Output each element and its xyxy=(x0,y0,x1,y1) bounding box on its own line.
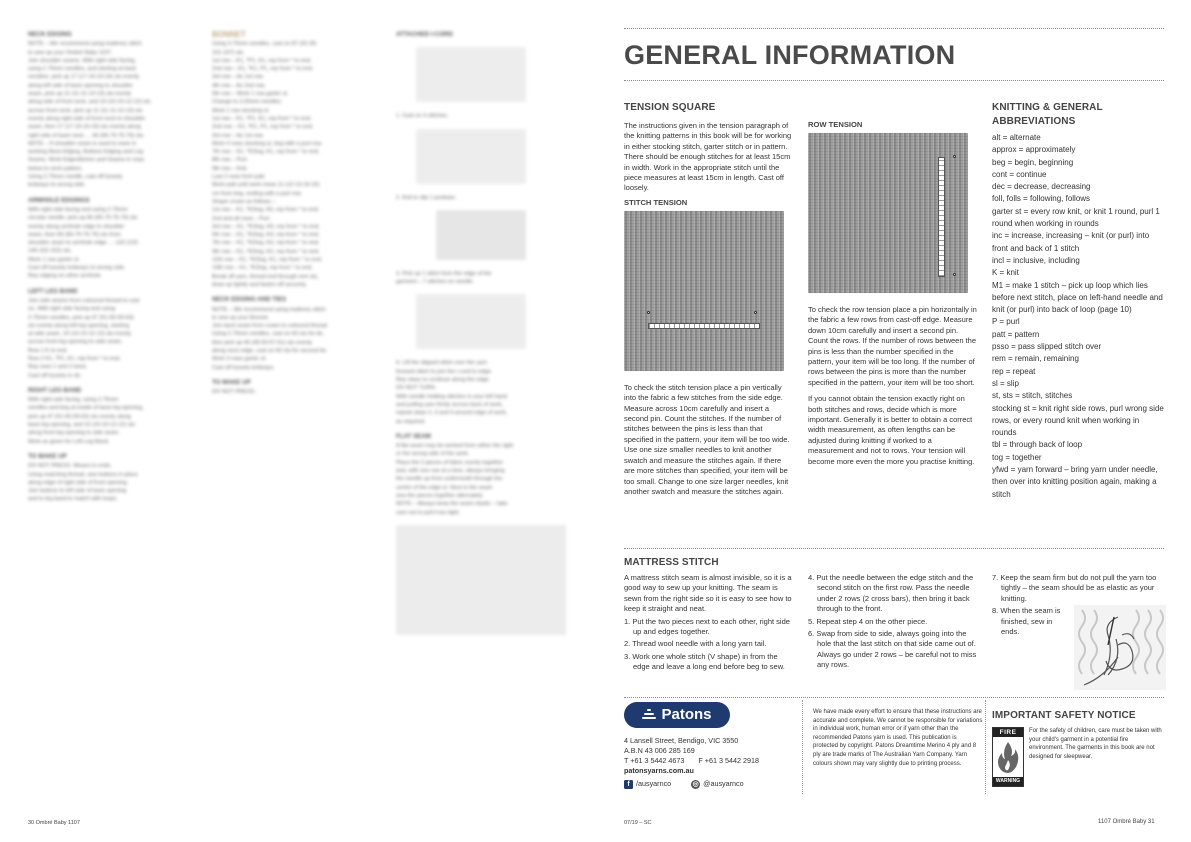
left-text-line: 5th row – K1, *K2tog, K4, rep from * to end. xyxy=(212,232,320,239)
flame-icon xyxy=(993,738,1023,778)
left-text-line: 2nd row – K1, *K1, P1, rep from * to end. xyxy=(212,66,314,73)
abbreviations-column xyxy=(992,102,1164,501)
left-text-line: sts evenly along left leg opening, starting xyxy=(28,322,130,329)
instagram-icon: ◎ xyxy=(692,780,699,788)
facebook-link[interactable] xyxy=(624,779,671,789)
left-text-line: forward stitch to join the i-cord to edge. xyxy=(396,368,493,375)
left-text-line: back leg opening, and 10 (10-10-12-12) sts xyxy=(28,422,135,429)
left-text-line: Using 3.75mm needles, cast on 87 (91-95- xyxy=(212,41,318,48)
row-tension-text: To check the row tension place a pin horizontally in the fabric a few rows from cast-off edge. Measure down 10cm carefully and insert a second pin. Count the rows. If the number of rows between the pins is less than the number specified in the pattern, your item will be too long. If the number of rows between the pins is more than the number specified in the pattern, your item will be too short. xyxy=(808,305,977,387)
pin-icon xyxy=(754,311,757,314)
tension-note-text: If you cannot obtain the tension exactly right on both stitches and rows, decide which is more important. Generally it is better to obtain a correct width measurement, as often lengths can be adjusted during knitting if worked to a measurement and not to rows. Your tension will become more even the more you practise knitting. xyxy=(808,394,975,466)
left-text-line: as required. xyxy=(396,418,426,425)
mattress-stitch-heading: MATTRESS STITCH xyxy=(624,557,719,568)
left-text-line: With right side facing and using 2.75mm xyxy=(28,206,128,213)
tension-column xyxy=(624,102,794,497)
left-section-heading: RIGHT LEG BAND xyxy=(28,386,82,394)
left-text-line: Join back seam from crown to coloured thread. xyxy=(212,323,329,330)
left-text-line: 1st row – K1, *P1, K1, rep from * to end. xyxy=(212,57,312,64)
left-illustration xyxy=(416,294,526,349)
left-page-footer: 30 Ombré Baby 1107 xyxy=(28,820,80,826)
left-text-line: along neck edge, cast on 60 sts for second tie. xyxy=(212,347,328,354)
abbreviations-heading-line1: KNITTING & GENERAL xyxy=(992,102,1103,113)
left-text-line: 9th row – Knit. xyxy=(212,165,248,172)
abbreviation-item: rem = remain, remaining xyxy=(992,354,1079,364)
left-text-line: 7th row – K1, *K2tog, K1, rep from * to end. xyxy=(212,149,320,156)
left-text-line: 2nd row – K1, *K1, P1, rep from * to end. xyxy=(212,124,314,131)
left-text-line: Cast off loosely knitways to wrong side. xyxy=(28,265,126,272)
left-text-line: 11th row – K1, *K2tog, K1, rep from * to end. xyxy=(212,257,323,264)
left-text-line: Shape crown as follows – xyxy=(212,198,276,205)
left-illustration xyxy=(416,47,526,102)
row-tension-column xyxy=(808,120,978,467)
left-text-line: Using 2.75mm needles, cast on 60 sts for tie, xyxy=(212,331,324,338)
left-illustration xyxy=(416,129,526,184)
left-text-line: Last 2 rows form patt. xyxy=(212,174,266,181)
left-text-line: 101-107) sts. xyxy=(212,49,245,56)
left-text-line: Rep edging on other armhole. xyxy=(28,273,103,280)
left-text-line: along edge of right side of front opening. xyxy=(28,479,129,486)
abbreviation-item: patt = pattern xyxy=(992,329,1040,339)
left-text-line: using 2.75mm needles, and starting at back xyxy=(28,66,137,73)
mattress-steps-1 xyxy=(624,617,796,673)
abbreviation-item: tbl = through back of loop xyxy=(992,440,1083,450)
left-text-line: seam, pick up 11 (11-11-13-13) sts evenly xyxy=(28,91,132,98)
vertical-ruler-icon xyxy=(938,157,945,277)
left-section-heading: NECK EDGING xyxy=(28,31,72,38)
left-text-line: 2.75mm needles, pick up 47 (51-55-59-63) xyxy=(28,314,134,321)
abbreviation-item: st, sts = stitch, stitches xyxy=(992,391,1073,401)
mattress-step: 5. Repeat step 4 on the other piece. xyxy=(808,616,928,626)
abbreviation-item: beg = begin, beginning xyxy=(992,157,1074,167)
phone-fax xyxy=(624,756,804,766)
left-text-line: 1st row – K1, *P1, K1, rep from * to end. xyxy=(212,115,312,122)
left-text-line: evenly along armhole edge to shoulder xyxy=(28,223,125,230)
row-tension-swatch xyxy=(808,133,968,293)
left-text-line: needles and beg at inside of back leg opening, xyxy=(28,405,144,412)
left-text-line: seam, then 17 (17-19-19-19) sts evenly along xyxy=(28,124,141,131)
left-text-line: centre of the edge st. Next to the seam xyxy=(396,484,493,491)
left-text-line: 140-152-152) sts. xyxy=(28,248,72,255)
patons-logo-icon xyxy=(642,708,656,722)
left-text-line: or the wrong side of the work. xyxy=(396,451,470,458)
left-text-line: Work 1 row stocking st. xyxy=(212,107,270,114)
left-illustration xyxy=(436,210,526,260)
left-text-line: pick up 47 (51-55-59-63) sts evenly along xyxy=(28,413,131,420)
left-column-2 xyxy=(212,24,380,396)
left-text-line: neckline, pick up 17 (17-19-19-19) sts evenly xyxy=(28,74,140,81)
left-text-line: and to leg band to match with loops. xyxy=(28,496,118,503)
safety-notice-heading: IMPORTANT SAFETY NOTICE xyxy=(992,710,1136,721)
left-text-line: Join shoulder seams. With right side facing, xyxy=(28,57,136,64)
warning-label: WARNING xyxy=(993,777,1023,786)
left-column-3 xyxy=(396,24,576,645)
left-text-line: Using 2.75mm needle, cast off loosely xyxy=(28,174,123,181)
phone: T +61 3 5442 4673 xyxy=(624,756,685,765)
abbreviation-item: inc = increase, increasing – knit (or purl) into front and back of 1 stitch xyxy=(992,231,1150,253)
left-text-line: sew the pieces together alternately. xyxy=(396,492,484,499)
abbreviation-item: tog = together xyxy=(992,452,1042,462)
mattress-steps-2 xyxy=(808,573,980,671)
abbreviation-item: incl = inclusive, including xyxy=(992,255,1080,265)
left-text-line: garment – 7 stitches on needle. xyxy=(396,279,475,286)
left-text-line: Row 2 K1, *P1, K1, rep from * to end. xyxy=(28,355,121,362)
facebook-handle: /ausyarnco xyxy=(636,779,672,788)
brand-name: Patons xyxy=(661,706,712,723)
left-text-line: Work 4 rows stocking st, beg with a purl row. xyxy=(212,140,323,147)
left-text-line: repeat steps 2, 3 and 4 around edge of work, xyxy=(396,410,508,417)
facebook-icon: f xyxy=(624,780,633,789)
instagram-link[interactable] xyxy=(691,779,743,789)
left-text-line: Cast off loosely in rib. xyxy=(28,372,82,379)
left-text-line: Place the 2 pieces of fabric evenly together xyxy=(396,459,503,466)
left-text-line: Work 1 row garter st. xyxy=(28,256,80,263)
left-section-heading: NECK EDGING AND TIES xyxy=(212,296,287,304)
left-section-heading: BONNET xyxy=(212,30,246,39)
row-tension-heading: ROW TENSION xyxy=(808,120,863,129)
left-text-line: NOTE – Always keep the seam elastic – take xyxy=(396,501,508,508)
left-text-line: 3rd row – As 1st row. xyxy=(212,132,264,139)
left-text-line: Cast off loosely knitways. xyxy=(212,364,275,371)
website-link[interactable]: patonsyarns.com.au xyxy=(624,766,694,775)
left-text-line: 2. Knit to slip 1 purlwise. xyxy=(396,194,457,201)
abbreviation-item: sl = slip xyxy=(992,378,1019,388)
abbreviation-item: stocking st = knit right side rows, purl wrong side rows, or every round knit when working in rounds xyxy=(992,403,1164,438)
title-divider xyxy=(624,80,1164,81)
left-text-line: evenly along right side of front neck to shoulder xyxy=(28,115,146,122)
left-text-line: Join buttons to left side of back opening xyxy=(28,488,127,495)
social-links xyxy=(624,776,804,789)
print-code: 07/19 – SC xyxy=(624,820,652,826)
left-text-line: 1. Cast on 3 stitches. xyxy=(396,113,449,120)
left-text-line: Break off yarn, thread end through rem sts, xyxy=(212,273,319,280)
left-text-line: 9th row – K1, *K2tog, K2, rep from * to end. xyxy=(212,248,320,255)
left-text-line: along left side of back opening to shoulder xyxy=(28,82,133,89)
left-text-line: to sew up your Bonnet. xyxy=(212,314,270,321)
left-text-line: Row 1 K to end. xyxy=(28,347,68,354)
abbreviation-item: yfwd = yarn forward – bring yarn under needle, then over into knitting position again, making a stitch xyxy=(992,465,1158,499)
left-text-line: DO NOT PRESS. Weave in ends. xyxy=(28,463,112,470)
abbreviation-item: K = knit xyxy=(992,268,1019,278)
left-text-line: cm from beg, ending with a purl row. xyxy=(212,190,302,197)
left-text-line: DO NOT PRESS. xyxy=(212,389,256,396)
abbreviation-item: approx = approximately xyxy=(992,145,1076,155)
abbreviation-item: alt = alternate xyxy=(992,133,1041,142)
left-text-line: Rep rows 1 and 2 twice. xyxy=(28,364,88,371)
abn: A.B.N 43 006 285 169 xyxy=(624,746,695,755)
patons-logo xyxy=(624,702,730,728)
fire-warning-icon xyxy=(992,727,1024,787)
mattress-step: 7. Keep the seam firm but do not pull the yarn too tightly – the seam should be as elastic as your knitting. xyxy=(992,573,1157,603)
left-text-line: circular needle, pick up 66 (66-70-76-76) sts xyxy=(28,215,138,222)
abbreviations-list xyxy=(992,132,1164,501)
stitch-tension-swatch xyxy=(624,211,784,371)
left-text-line: 4th row – As 2nd row. xyxy=(212,82,266,89)
left-text-line: Change to 3.25mm needles. xyxy=(212,99,283,106)
left-text-line: 8th row – Purl. xyxy=(212,157,249,164)
mattress-stitch-illustration xyxy=(1074,605,1166,690)
right-page-footer: 1107 Ombré Baby 31 xyxy=(1098,819,1155,825)
abbreviation-item: cont = continue xyxy=(992,169,1047,179)
left-page-content xyxy=(0,0,595,812)
left-text-line: 13th row – K1, *K2tog, rep from * to end. xyxy=(212,265,313,272)
instagram-handle: @ausyarnco xyxy=(703,779,744,788)
mattress-step: 1. Put the two pieces next to each other, right side up and edges together. xyxy=(624,616,790,637)
footer-divider xyxy=(624,697,1164,698)
left-text-line: 1st row – K1, *K2tog, K6, rep from * to end. xyxy=(212,207,320,214)
left-text-line: the needle up from underneath through the xyxy=(396,476,503,483)
left-text-line: right side of back neck … 66 (66-70-76-76) sts. xyxy=(28,132,145,139)
left-text-line: and pulling yarn firmly across back of work, xyxy=(396,401,503,408)
left-section-heading: TO MAKE UP xyxy=(28,452,67,460)
left-text-line: shoulder seam to armhole edge … 132 (132- xyxy=(28,240,140,247)
left-text-line: draw up tightly and fasten off securely. xyxy=(212,281,307,288)
abbreviation-item: M1 = make 1 stitch – pick up loop which lies before next stitch, place on left-hand needle and knit (or purl) into back of loop (page 10) xyxy=(992,280,1163,315)
left-illustration xyxy=(396,525,566,635)
tension-intro: The instructions given in the tension paragraph of the knitting patterns in this book will be for working in either stocking stitch, garter stitch or in pattern. There should be enough stitches for at least 15cm in width. Work in the appropriate stitch until the piece measures at least 15cm in length. Cast off loosely. xyxy=(624,121,792,193)
fax: F +61 3 5442 2918 xyxy=(698,756,759,765)
left-text-line: across front neck, pick up 11 (11-11-13-13) sts xyxy=(28,107,143,114)
left-section-heading: FLAT SEAM xyxy=(396,432,431,440)
left-section-heading: LEFT LEG BAND xyxy=(28,287,78,295)
left-text-line: 7th row – K1, *K2tog, K3, rep from * to end. xyxy=(212,240,320,247)
left-text-line: on. With right side facing and using xyxy=(28,306,116,313)
mattress-divider xyxy=(624,548,1164,549)
left-text-line: Work as given for Left Leg Band. xyxy=(28,438,110,445)
mattress-col-2 xyxy=(808,573,980,673)
footer-vertical-divider xyxy=(802,700,803,794)
disclaimer: We have made every effort to ensure that these instructions are accurate and complete. We cannot be responsible for variations in individual work, human error or if yarn other than the recommended Patons yarn is used. This publication is protected by copyright. Patons Dreamtime Merino 4 ply and 8 ply are trade marks of The Australian Yarn Company. Yarn colours shown may vary slightly due to printing process. xyxy=(813,709,983,767)
left-text-line: seam, then 66 (66-70-76-76) sts from xyxy=(28,231,121,238)
mattress-step: 4. Put the needle between the edge stitch and the second stitch on the first row. Pass the needle under 2 rows (2 cross bars), then bring it back through to the front. xyxy=(808,573,974,614)
mattress-steps-3b xyxy=(992,606,1070,637)
stitch-tension-heading: STITCH TENSION xyxy=(624,197,688,207)
left-text-line: Work 3 rows garter st. xyxy=(212,356,267,363)
left-text-line: then pick up 45 (49-53-57-61) sts evenly xyxy=(212,339,313,346)
left-section-heading: ARMHOLE EDGINGS xyxy=(28,196,90,204)
right-page xyxy=(596,0,1191,842)
left-text-line: care not to pull it too tight. xyxy=(396,509,461,516)
address: 4 Lansell Street, Bendigo, VIC 3550 xyxy=(624,736,739,745)
mattress-intro: A mattress stitch seam is almost invisible, so it is a good way to sew up your knitting. The seam is sewn from the right side so it is easy to see how to keep it straight and neat. xyxy=(624,573,792,614)
left-text-line: NOTE – If shoulder seam is used to ease in xyxy=(28,140,137,147)
left-text-line: Using matching thread, sew buttons in place xyxy=(28,471,138,478)
abbreviation-item: dec = decrease, decreasing xyxy=(992,182,1091,192)
abbreviation-item: garter st = every row knit, or knit 1 round, purl 1 round when working in rounds xyxy=(992,206,1160,229)
pin-icon xyxy=(953,155,956,158)
left-section-heading: ATTACHED I-CORD xyxy=(396,31,453,38)
left-text-line: along front leg opening to side seam. xyxy=(28,430,120,437)
left-text-line: knitways to wrong side. xyxy=(28,182,86,189)
fire-label: FIRE xyxy=(993,728,1023,737)
left-text-line: along side of front neck, and 10 (10-10-12-12) sts xyxy=(28,99,151,106)
left-text-line: working Back Edging, Buttons Edging and Leg xyxy=(28,149,144,156)
pin-icon xyxy=(953,273,956,276)
page-title: GENERAL INFORMATION xyxy=(624,40,956,70)
left-text-line: below to neck pattern. xyxy=(28,165,83,172)
left-text-line: 3. Pick up 1 stitch from the edge of the xyxy=(396,270,492,277)
mattress-step: 8. When the seam is finished, sew in ends. xyxy=(992,606,1061,637)
left-text-line: 4. Lift the slipped stitch over the yarn xyxy=(396,360,488,367)
left-text-line: NOTE – We recommend using mattress stitch xyxy=(28,41,142,48)
left-text-line: Seams. Work Edgestitches and Seams in rows xyxy=(28,157,145,164)
mattress-step: 6. Swap from side to side, always going into the hole that the last stitch on that side came out of. Always go under 2 rows – be careful not to miss any rows. xyxy=(808,629,977,670)
left-text-line: 3rd row – As 1st row. xyxy=(212,74,264,81)
abbreviation-item: psso = pass slipped stitch over xyxy=(992,342,1102,352)
left-text-line: and, with one row at a time, always bringing xyxy=(396,468,505,475)
left-text-line: across front leg opening to side seam. xyxy=(28,339,123,346)
horizontal-ruler-icon xyxy=(648,323,760,329)
left-text-line: A flat seam may be worked from either the right xyxy=(396,443,514,450)
tension-square-heading: TENSION SQUARE xyxy=(624,102,716,113)
left-section-heading: TO MAKE UP xyxy=(212,378,251,386)
mattress-step: 3. Work one whole stitch (V shape) in from the edge and leave a long end before beg to sew. xyxy=(624,651,785,672)
left-text-line: DO NOT TURN. xyxy=(396,385,437,392)
left-column-1 xyxy=(28,24,196,504)
left-text-line: With right side facing, using 2.75mm xyxy=(28,397,119,404)
top-divider xyxy=(624,28,1164,29)
footer-vertical-divider xyxy=(985,700,986,794)
left-text-line: 2nd and alt rows – Purl. xyxy=(212,215,271,222)
pin-icon xyxy=(647,311,650,314)
left-text-line: 5th row – Work 1 row garter st. xyxy=(212,91,289,98)
left-text-line: to sew up your Ombré Baby 1107. xyxy=(28,49,113,56)
left-text-line: Work patt until work meas 11 (12-13-14-15) xyxy=(212,182,320,189)
abbreviation-item: foll, folls = following, follows xyxy=(992,194,1091,204)
mattress-step: 2. Thread wool needle with a long yarn tail. xyxy=(624,639,767,649)
abbreviations-heading-line2: ABBREVIATIONS xyxy=(992,116,1076,127)
stitch-tension-text: To check the stitch tension place a pin vertically into the fabric a few stitches from the side edge. Measure across 10cm carefully and insert a second pin. Count the stitches. If the number of stitches between the pins is less than that specified in the pattern, your item will be too wide. Use one size smaller needles to knit another swatch and measure the stitches again. If there are more stitches than specified, your item will be too small. Change to one size larger needles, knit another swatch and measure the stitches again. xyxy=(624,382,790,496)
mattress-col-1 xyxy=(624,573,796,675)
mattress-steps-3a xyxy=(992,573,1164,604)
left-page xyxy=(0,0,595,842)
safety-notice-text: For the safety of children, care must be taken with your child's garment in a potential fire environment. The garments in this book are not designed for sleepwear. xyxy=(1029,728,1162,760)
left-text-line: at side seam, 10 (10-10-12-12) sts evenly xyxy=(28,331,132,338)
left-text-line: Rep steps to continue along the edge. xyxy=(396,377,491,384)
contact-block xyxy=(624,702,804,789)
left-text-line: 3rd row – K1, *K2tog, K5, rep from * to end. xyxy=(212,223,320,230)
left-text-line: NOTE – We recommend using mattress stitch xyxy=(212,306,326,313)
left-text-line: Join side seams from coloured thread to cast xyxy=(28,297,140,304)
abbreviation-item: rep = repeat xyxy=(992,366,1036,376)
abbreviation-item: P = purl xyxy=(992,317,1020,327)
left-text-line: With needle holding stitches in your left hand xyxy=(396,393,508,400)
